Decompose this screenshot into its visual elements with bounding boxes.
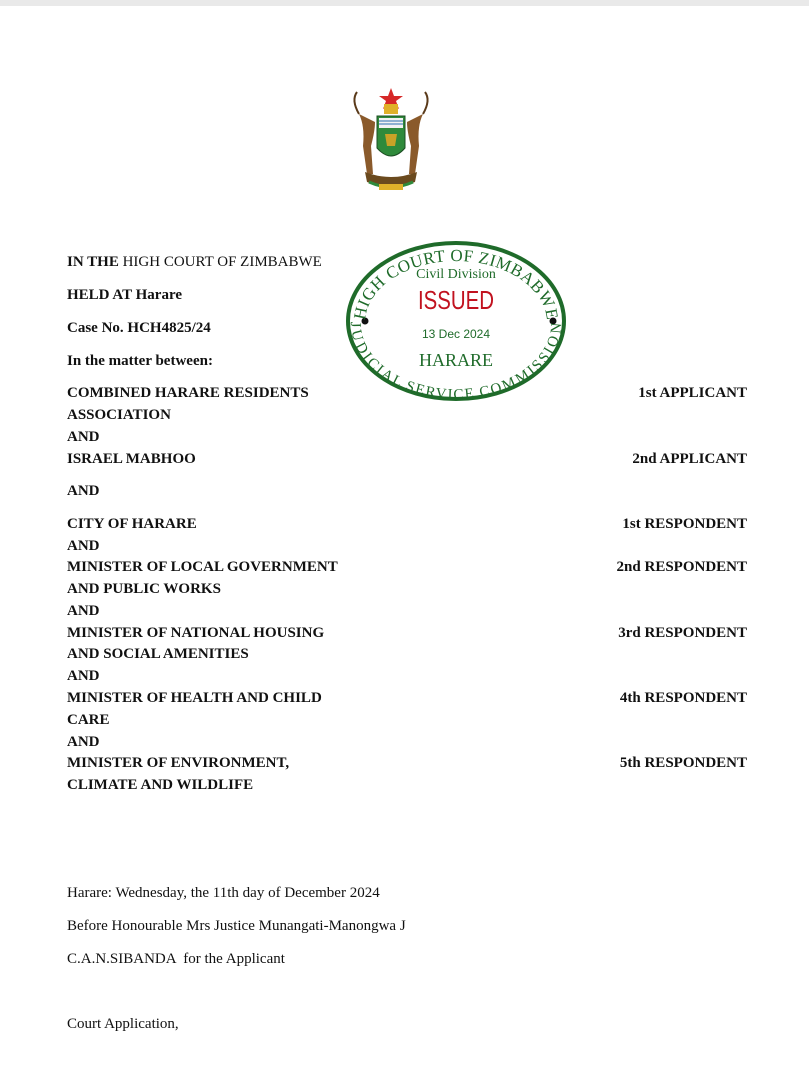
- respondent-5-line-1: MINISTER OF ENVIRONMENT,: [67, 755, 290, 771]
- matter-heading: In the matter between:: [67, 353, 213, 369]
- party-2-role: 2nd APPLICANT: [632, 451, 747, 467]
- respondent-4-line-2: CARE: [67, 712, 110, 728]
- top-border: [0, 0, 809, 6]
- court-prefix: IN THE: [67, 254, 119, 270]
- party-1-line-2: ASSOCIATION: [67, 407, 171, 423]
- application-type: Court Application,: [67, 1016, 179, 1032]
- counsel-line: C.A.N.SIBANDA for the Applicant: [67, 951, 285, 967]
- court-name: HIGH COURT OF ZIMBABWE: [122, 254, 322, 270]
- respondent-2-line-1: MINISTER OF LOCAL GOVERNMENT: [67, 559, 338, 575]
- respondent-3-line-2: AND SOCIAL AMENITIES: [67, 646, 249, 662]
- stamp-status: ISSUED: [418, 285, 494, 315]
- respondent-3-role: 3rd RESPONDENT: [618, 625, 747, 641]
- party-2: ISRAEL MABHOO: [67, 451, 196, 467]
- case-number: Case No. HCH4825/24: [67, 320, 211, 336]
- party-1-role: 1st APPLICANT: [638, 385, 747, 401]
- and-3: AND: [67, 603, 100, 619]
- court-heading: [67, 253, 322, 271]
- zimbabwe-coat-of-arms-icon: [345, 86, 437, 196]
- stamp-arc-top: HIGH COURT OF ZIMBABWE: [349, 245, 563, 322]
- judge-line: Before Honourable Mrs Justice Munangati-Manongwa J: [67, 918, 406, 934]
- stamp-division: Civil Division: [416, 267, 496, 282]
- respondent-3-line-1: MINISTER OF NATIONAL HOUSING: [67, 625, 325, 641]
- respondent-4-line-1: MINISTER OF HEALTH AND CHILD: [67, 690, 322, 706]
- respondent-2-line-2: AND PUBLIC WORKS: [67, 581, 221, 597]
- and-2: AND: [67, 538, 100, 554]
- party-1-line-1: COMBINED HARARE RESIDENTS: [67, 385, 309, 401]
- respondent-2-role: 2nd RESPONDENT: [616, 559, 747, 575]
- court-issued-stamp: [343, 237, 569, 403]
- held-at: HELD AT Harare: [67, 287, 183, 303]
- respondent-1-role: 1st RESPONDENT: [622, 516, 747, 532]
- and-separator: AND: [67, 483, 100, 499]
- stamp-date: 13 Dec 2024: [421, 327, 491, 341]
- stamp-city: HARARE: [418, 350, 494, 370]
- and-5: AND: [67, 734, 100, 750]
- respondent-4-role: 4th RESPONDENT: [619, 690, 747, 706]
- respondent-5-line-2: CLIMATE AND WILDLIFE: [67, 777, 254, 793]
- stamp-arc-bottom: JUDICIAL SERVICE COMMISSION: [346, 321, 566, 403]
- and-1: AND: [67, 429, 100, 445]
- and-4: AND: [67, 668, 100, 684]
- hearing-date: Harare: Wednesday, the 11th day of December 2024: [67, 885, 380, 901]
- respondent-1: CITY OF HARARE: [67, 516, 197, 532]
- respondent-5-role: 5th RESPONDENT: [619, 755, 747, 771]
